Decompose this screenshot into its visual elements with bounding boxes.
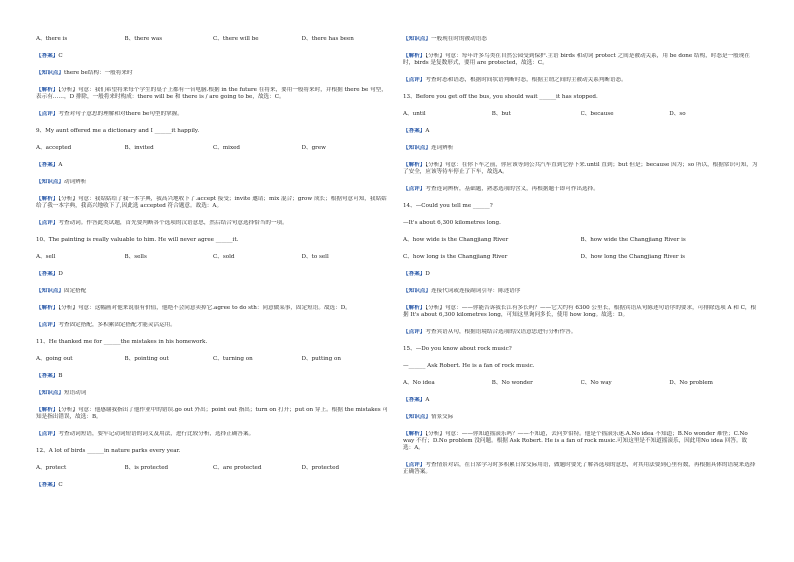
answer-tag: 【答案】 bbox=[36, 162, 59, 168]
q13-comment bbox=[403, 186, 758, 193]
q10-stem: 10、The painting is really valuable to him. He will never agree ______it. bbox=[36, 237, 239, 243]
option: A、how wide is the Changjiang River bbox=[403, 237, 509, 243]
knowledge-text: 固定搭配 bbox=[63, 288, 87, 294]
option: D、there has been bbox=[301, 36, 354, 42]
comment-text: 考查时态和语态，根据时间状语判断时态，根据主谓之间的主被动关系判断语态。 bbox=[425, 77, 627, 83]
knowledge-tag: 【知识点】 bbox=[36, 288, 64, 294]
q14-options-row1 bbox=[403, 237, 758, 244]
q10-comment bbox=[36, 322, 390, 329]
option: D、putting on bbox=[301, 356, 341, 362]
q15-comment bbox=[403, 462, 758, 476]
option: D、how long the Changjiang River is bbox=[580, 254, 685, 260]
option: D、so bbox=[669, 111, 686, 117]
analysis-tag: 【解析】 bbox=[36, 407, 59, 413]
knowledge-text: 短语动词 bbox=[63, 390, 87, 396]
option: C、are protected bbox=[213, 465, 262, 471]
analysis-text: 【分析】句意：——你知道摇滚乐吗？——不知道，去问罗伯特。他是个摇滚乐迷.A.No idea 不知道；B.No wonder 难怪；C.No way 不行；D.No problem 没问题。根据 Ask Robert. He is a fan of rock music.可知这里是不知道摇滚乐，因此用No idea 回答。故选：A。 bbox=[403, 431, 748, 451]
right-column bbox=[403, 36, 758, 486]
answer-tag: 【答案】 bbox=[403, 397, 426, 403]
comment-tag: 【点评】 bbox=[403, 462, 426, 468]
knowledge-tag: 【知识点】 bbox=[36, 70, 64, 76]
q13-analysis bbox=[403, 162, 758, 176]
q11-analysis bbox=[36, 407, 390, 421]
comment-text: 考查动词短语，要牢记动词短语的词义及用法，进行比较分析，选择正确答案。 bbox=[58, 431, 255, 437]
q15-answer bbox=[403, 397, 758, 404]
option: B、pointing out bbox=[124, 356, 169, 362]
option: A、going out bbox=[36, 356, 73, 362]
option: A、accepted bbox=[36, 145, 72, 151]
option: C、there will be bbox=[213, 36, 259, 42]
q14-options-row2 bbox=[403, 254, 758, 261]
option: C、sold bbox=[213, 254, 235, 260]
q12-comment bbox=[403, 77, 758, 84]
option: D、protected bbox=[301, 465, 340, 471]
option: A、No idea bbox=[403, 380, 435, 386]
analysis-text: 【分析】句意：在你下车之前，你应该等到公共汽车直到它停下来.until 直到；but 但是；because 因为；so 所以，根据常识可知，为了安全，应该等待车停止了下车，故选A。 bbox=[403, 162, 758, 175]
answer-value: D bbox=[425, 271, 430, 277]
option: B、but bbox=[491, 111, 511, 117]
knowledge-text: 情景交际 bbox=[430, 414, 454, 420]
q10-analysis bbox=[36, 305, 390, 312]
q9-analysis bbox=[36, 196, 390, 210]
q10-knowledge-point bbox=[36, 288, 390, 295]
q15-stem-reply: —______ Ask Robert. He is a fan of rock music. bbox=[403, 363, 535, 369]
answer-tag: 【答案】 bbox=[36, 271, 59, 277]
comment-tag: 【点评】 bbox=[36, 431, 59, 437]
comment-tag: 【点评】 bbox=[36, 322, 59, 328]
answer-tag: 【答案】 bbox=[36, 373, 59, 379]
option: C、No way bbox=[580, 380, 612, 386]
analysis-tag: 【解析】 bbox=[403, 162, 426, 168]
q8-comment bbox=[36, 111, 390, 118]
q10-answer bbox=[36, 271, 390, 278]
analysis-text: 【分析】句意：每年许多鸟类在自然公园受到保护.主语 birds 和动词 protect 之间是被动关系，用 be done 结构，时态是一般现在时，birds 是复数形式，要用 are protected，故选：C。 bbox=[403, 53, 750, 66]
option: A、until bbox=[403, 111, 426, 117]
option: B、sells bbox=[124, 254, 147, 260]
knowledge-tag: 【知识点】 bbox=[36, 390, 64, 396]
option: A、protect bbox=[36, 465, 67, 471]
q8-knowledge-point bbox=[36, 70, 390, 77]
comment-text: 考查情景对话，在日常学习时多积累日常交际用语，做题时要先了解各选项的意思，对其用法要到心里有数，再根据具体的语境来选择正确答案。 bbox=[403, 462, 756, 475]
q12-knowledge-point bbox=[403, 36, 758, 43]
q13-stem: 13、Before you get off the bus, you should wait ______it has stopped. bbox=[403, 94, 598, 100]
q9-knowledge-point bbox=[36, 179, 390, 186]
answer-tag: 【答案】 bbox=[36, 482, 59, 488]
option: B、No wonder bbox=[491, 380, 533, 386]
q12-options bbox=[36, 465, 390, 472]
option: C、mixed bbox=[213, 145, 241, 151]
analysis-text: 【分析】句意：——你能告诉我长江有多长吗？——它大约有 6300 公里长，根据宾语从句陈述句语序的要求，可排除选项 A 和 C，根据 It's about 6,300 kilometres long，可知这里询问多长，使用 how long。故选：D。 bbox=[403, 305, 757, 318]
analysis-tag: 【解析】 bbox=[36, 305, 59, 311]
q9-comment bbox=[36, 220, 390, 227]
answer-value: C bbox=[58, 482, 63, 488]
q9-answer bbox=[36, 162, 390, 169]
left-column bbox=[36, 36, 390, 499]
answer-value: A bbox=[58, 162, 63, 168]
comment-text: 考查对句子意思的理解和对there be句型的掌握。 bbox=[58, 111, 183, 117]
q11-stem: 11、He thanked me for ______the mistakes in his homework. bbox=[36, 339, 208, 345]
comment-tag: 【点评】 bbox=[36, 111, 59, 117]
comment-tag: 【点评】 bbox=[403, 186, 426, 192]
knowledge-tag: 【知识点】 bbox=[403, 288, 431, 294]
q12-answer bbox=[36, 482, 390, 489]
q12-analysis bbox=[403, 53, 758, 67]
q8-options bbox=[36, 36, 390, 43]
q9-options bbox=[36, 145, 390, 152]
q15-options bbox=[403, 380, 758, 387]
q11-options bbox=[36, 356, 390, 363]
answer-value: A bbox=[425, 128, 430, 134]
knowledge-text: 连接代词或连接副词引导：陈述语序 bbox=[430, 288, 521, 294]
answer-value: A bbox=[425, 397, 430, 403]
q11-answer bbox=[36, 373, 390, 380]
q10-options bbox=[36, 254, 390, 261]
option: D、No problem bbox=[669, 380, 713, 386]
option: B、invited bbox=[124, 145, 154, 151]
q15-knowledge-point bbox=[403, 414, 758, 421]
comment-text: 考查宾语从句，根据语境结合选项的汉语意思进行分析作答。 bbox=[425, 329, 577, 335]
comment-tag: 【点评】 bbox=[403, 329, 426, 335]
q14-stem: 14、—Could you tell me ______? bbox=[403, 203, 493, 209]
option: C、turning on bbox=[213, 356, 253, 362]
knowledge-tag: 【知识点】 bbox=[403, 36, 431, 42]
knowledge-text: 连词辨析 bbox=[430, 145, 454, 151]
comment-text: 考查连词辨析，基础题，熟悉选项的含义，再根据题干即可作出选择。 bbox=[425, 186, 599, 192]
option: B、there was bbox=[124, 36, 163, 42]
knowledge-text: there be结构：一般将来时 bbox=[63, 70, 133, 76]
analysis-text: 【分析】句意：我们希望将来每个学生的桌子上都有一台电脑.根据 in the future 在将来，要用一般将来时，并根据 there be 句型，表示有……，D 排除，一般将来时构成：there will be 和 there is / are going to be，故选：C。 bbox=[36, 87, 387, 100]
answer-value: B bbox=[58, 373, 63, 379]
option: D、to sell bbox=[301, 254, 329, 260]
q14-analysis bbox=[403, 305, 758, 319]
knowledge-text: 一般现在时的被动语态 bbox=[430, 36, 487, 42]
analysis-text: 【分析】句意：我姑姑给了我一本字典，我高兴地收下了.accept 接受；invite 邀请；mix 混合；grow 成长；根据句意可知，我姑姑给了我一本字典，我高兴地收下了,因此选 accepted 符合题意。故选：A。 bbox=[36, 196, 387, 209]
option: B、is protected bbox=[124, 465, 169, 471]
q14-comment bbox=[403, 329, 758, 336]
q15-analysis bbox=[403, 431, 758, 452]
answer-tag: 【答案】 bbox=[403, 128, 426, 134]
answer-tag: 【答案】 bbox=[403, 271, 426, 277]
q14-knowledge-point bbox=[403, 288, 758, 295]
q8-answer bbox=[36, 53, 390, 60]
analysis-tag: 【解析】 bbox=[36, 196, 59, 202]
comment-tag: 【点评】 bbox=[403, 77, 426, 83]
knowledge-tag: 【知识点】 bbox=[403, 145, 431, 151]
analysis-tag: 【解析】 bbox=[403, 431, 426, 437]
q8-analysis bbox=[36, 87, 390, 101]
q12-stem: 12、A lot of birds ______in nature parks every year. bbox=[36, 448, 181, 454]
option: D、grew bbox=[301, 145, 326, 151]
answer-value: D bbox=[58, 271, 63, 277]
analysis-tag: 【解析】 bbox=[403, 305, 426, 311]
analysis-tag: 【解析】 bbox=[403, 53, 426, 59]
knowledge-tag: 【知识点】 bbox=[403, 414, 431, 420]
answer-tag: 【答案】 bbox=[36, 53, 59, 59]
answer-value: C bbox=[58, 53, 63, 59]
comment-text: 考查固定搭配，多积累固定搭配才能灵活运用。 bbox=[58, 322, 176, 328]
option: A、there is bbox=[36, 36, 68, 42]
q14-stem-reply: —It's about 6,300 kilometres long. bbox=[403, 220, 501, 226]
comment-text: 考查动词。作答此类试题，首先要判断各个选项的汉语意思，然后结合句意选择恰当的一项。 bbox=[58, 220, 288, 226]
q13-answer bbox=[403, 128, 758, 135]
q13-knowledge-point bbox=[403, 145, 758, 152]
comment-tag: 【点评】 bbox=[36, 220, 59, 226]
q11-comment bbox=[36, 431, 390, 438]
option: C、because bbox=[580, 111, 614, 117]
option: B、how wide the Changjiang River is bbox=[580, 237, 686, 243]
analysis-tag: 【解析】 bbox=[36, 87, 59, 93]
knowledge-tag: 【知识点】 bbox=[36, 179, 64, 185]
q14-answer bbox=[403, 271, 758, 278]
q11-knowledge-point bbox=[36, 390, 390, 397]
option: C、how long is the Changjiang River bbox=[403, 254, 508, 260]
q13-options bbox=[403, 111, 758, 118]
analysis-text: 【分析】句意：他感谢我指出了他作业中的错误.go out 外出；point out 指出；turn on 打开；put on 穿上。根据 the mistakes 可知是指出错误，故选：B。 bbox=[36, 407, 389, 420]
q15-stem: 15、—Do you know about rock music? bbox=[403, 346, 512, 352]
q9-stem: 9、My aunt offered me a dictionary and I ______it happily. bbox=[36, 128, 200, 134]
analysis-text: 【分析】句意：这幅画对他来说很有价值，他绝不会同意卖掉它.agree to do sth：同意做某事，固定短语。故选：D。 bbox=[58, 305, 351, 311]
option: A、sell bbox=[36, 254, 56, 260]
knowledge-text: 动词辨析 bbox=[63, 179, 87, 185]
